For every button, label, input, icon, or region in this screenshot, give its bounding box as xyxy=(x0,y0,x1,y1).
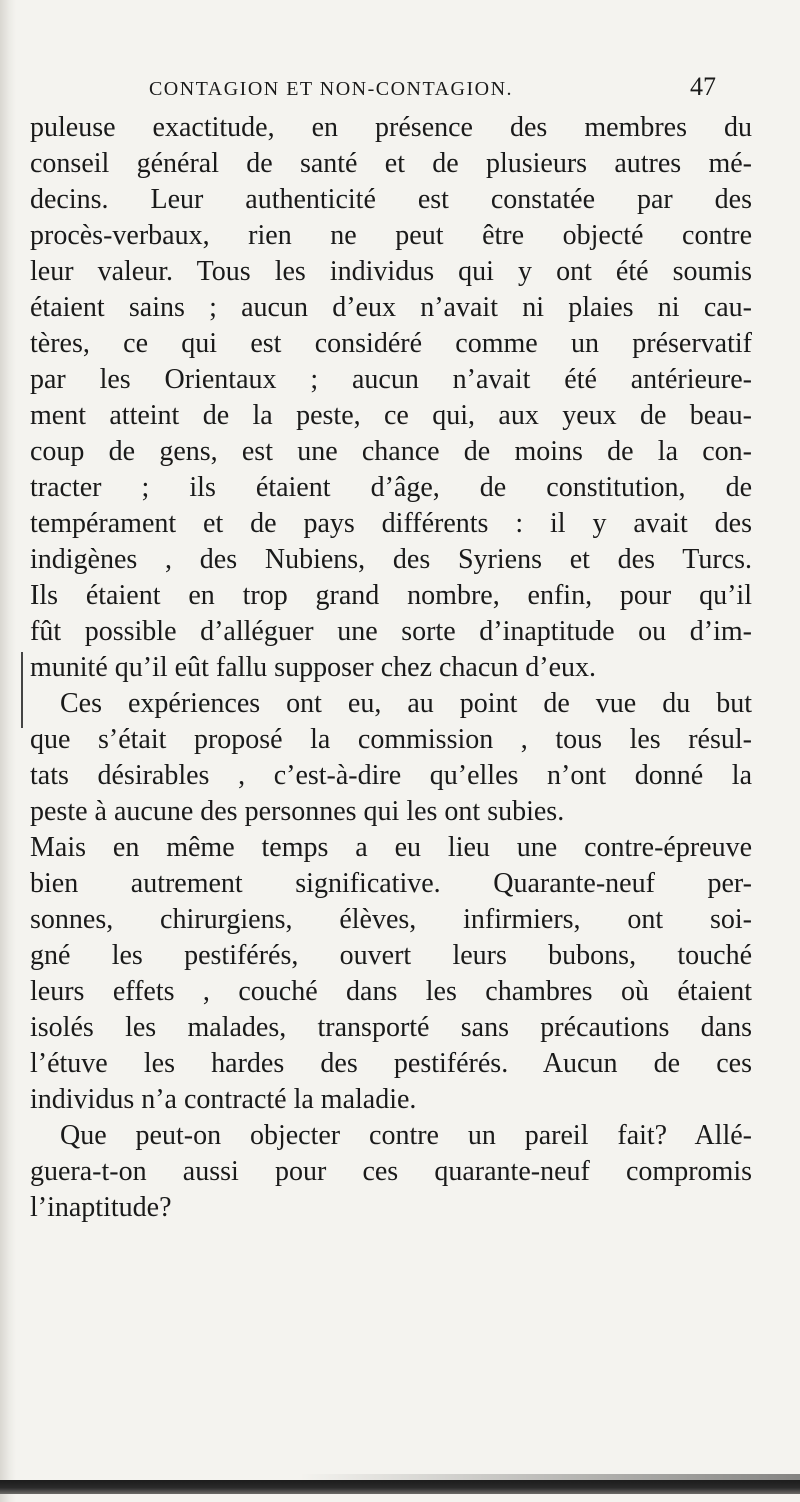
page-number: 47 xyxy=(690,72,716,101)
text-line: procès-verbaux, rien ne peut être objecté contre xyxy=(30,220,752,251)
text-line: Ces expériences ont eu, au point de vue du but xyxy=(60,688,752,719)
text-line: indigènes , des Nubiens, des Syriens et des Turcs. xyxy=(30,544,752,575)
text-line: tracter ; ils étaient d’âge, de constitution, de xyxy=(30,472,752,503)
text-line: tères, ce qui est considéré comme un préservatif xyxy=(30,328,752,359)
text-line: tempérament et de pays différents : il y avait des xyxy=(30,508,752,539)
text-line: coup de gens, est une chance de moins de la con- xyxy=(30,436,752,467)
text-line: individus n’a contracté la maladie. xyxy=(30,1084,417,1115)
binding-gutter xyxy=(0,0,16,1502)
text-line: Ils étaient en trop grand nombre, enfin, pour qu’il xyxy=(30,580,752,611)
text-line: peste à aucune des personnes qui les ont subies. xyxy=(30,796,565,827)
text-line: Mais en même temps a eu lieu une contre-épreuve xyxy=(30,832,752,863)
text-line: leur valeur. Tous les individus qui y ont été soumis xyxy=(30,256,752,287)
text-line: guera-t-on aussi pour ces quarante-neuf compromis xyxy=(30,1156,752,1187)
text-line: puleuse exactitude, en présence des membres du xyxy=(30,112,752,143)
text-line: decins. Leur authenticité est constatée par des xyxy=(30,184,752,215)
text-line: Que peut-on objecter contre un pareil fait? Allé- xyxy=(60,1120,752,1151)
text-line: sonnes, chirurgiens, élèves, infirmiers, ont soi- xyxy=(30,904,752,935)
body-text xyxy=(30,110,752,1226)
text-line: ment atteint de la peste, ce qui, aux yeux de beau- xyxy=(30,400,752,431)
text-line: l’inaptitude? xyxy=(30,1192,172,1223)
text-line: fût possible d’alléguer une sorte d’inaptitude ou d’im- xyxy=(30,616,752,647)
text-line: tats désirables , c’est-à-dire qu’elles n’ont donné la xyxy=(30,760,752,791)
text-line: leurs effets , couché dans les chambres où étaient xyxy=(30,976,752,1007)
text-line: que s’était proposé la commission , tous les résul- xyxy=(30,724,752,755)
text-line: l’étuve les hardes des pestiférés. Aucun de ces xyxy=(30,1048,752,1079)
scan-bottom-edge xyxy=(0,1480,800,1494)
running-title: CONTAGION ET NON-CONTAGION. xyxy=(148,78,514,100)
text-line: gné les pestiférés, ouvert leurs bubons, touché xyxy=(30,940,752,971)
text-line: bien autrement significative. Quarante-neuf per- xyxy=(30,868,752,899)
text-line: conseil général de santé et de plusieurs autres mé- xyxy=(30,148,752,179)
text-line: par les Orientaux ; aucun n’avait été antérieure- xyxy=(30,364,752,395)
text-line: munité qu’il eût fallu supposer chez chacun d’eux. xyxy=(30,652,597,683)
margin-rule xyxy=(21,652,23,728)
text-line: isolés les malades, transporté sans précautions dans xyxy=(30,1012,752,1043)
text-line: étaient sains ; aucun d’eux n’avait ni plaies ni cau- xyxy=(30,292,752,323)
